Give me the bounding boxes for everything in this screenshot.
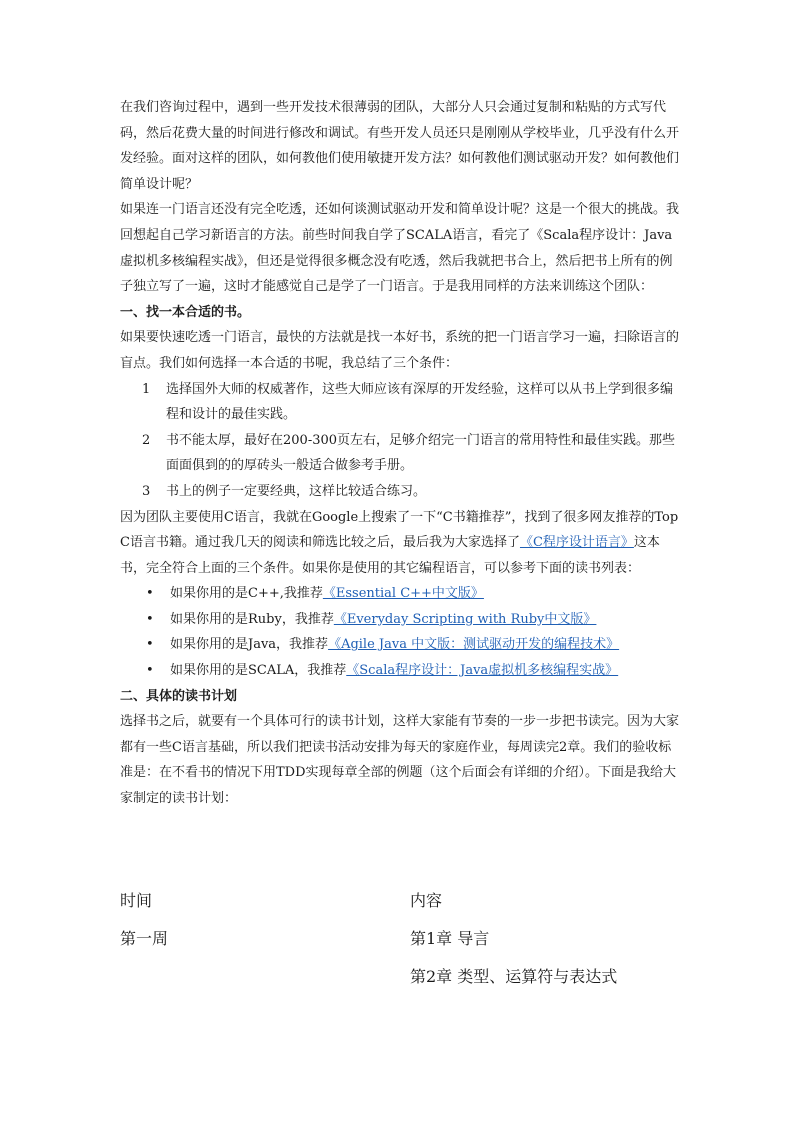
bullet-icon: • bbox=[146, 611, 154, 627]
schedule-content: 第2章 类型、运算符与表达式 bbox=[410, 967, 618, 986]
intro-paragraph-2: 如果连一门语言还没有完全吃透，还如何谈测试驱动开发和简单设计呢？这是一个很大的挑战。我回想起自己学习新语言的方法。前些时间我自学了SCALA语言，看完了《Scala程序设计：Java虚拟机多核编程实战》，但还是觉得很多概念没有吃透，然后我就把书合上，然后把书上所有的例子独立写了一遍，这时才能感觉自己是学了一门语言。于是我用同样的方法来训练这个团队： bbox=[120, 202, 680, 295]
condition-number: 1 bbox=[142, 381, 151, 397]
schedule-row bbox=[120, 962, 680, 1000]
condition-text: 书不能太厚，最好在200-300页左右，足够介绍完一门语言的常用特性和最佳实践。那些面面俱到的的厚砖头一般适合做参考手册。 bbox=[166, 432, 676, 474]
bullet-icon: • bbox=[146, 637, 154, 653]
book-prefix: 如果你用的是C++,我推荐 bbox=[170, 586, 323, 602]
book-prefix: 如果你用的是Ruby，我推荐 bbox=[170, 611, 334, 627]
paragraph-text: 因为团队主要使用C语言，我就在Google上搜索了一下“C书籍推荐”，找到了很多网友推荐的Top C语言书籍。通过我几天的阅读和筛选比较之后，最后我为大家选择了 bbox=[120, 509, 679, 551]
schedule-row bbox=[120, 924, 680, 962]
book-list-item bbox=[120, 581, 680, 607]
book-link[interactable]: 《Everyday Scripting with Ruby中文版》 bbox=[333, 611, 597, 627]
section-heading-2: 二、具体的读书计划 bbox=[120, 688, 238, 704]
bullet-icon: • bbox=[146, 586, 154, 602]
book-list-item bbox=[120, 607, 680, 633]
paragraph-text: 这本书，完全符合上面的三个条件。如果你是使用的其它编程语言，可以参考下面的读书列表： bbox=[120, 535, 660, 576]
book-prefix: 如果你用的是SCALA，我推荐 bbox=[170, 663, 347, 679]
reading-schedule-table bbox=[120, 886, 680, 1000]
schedule-header-time: 时间 bbox=[120, 891, 153, 910]
condition-item bbox=[120, 377, 680, 428]
section1-paragraph-1: 如果要快速吃透一门语言，最快的方法就是找一本好书，系统的把一门语言学习一遍，扫除语言的盲点。我们如何选择一本合适的书呢，我总结了三个条件： bbox=[120, 330, 680, 371]
condition-text: 选择国外大师的权威著作，这些大师应该有深厚的开发经验，这样可以从书上学到很多编程和设计的最佳实践。 bbox=[166, 381, 674, 423]
book-link[interactable]: 《Essential C++中文版》 bbox=[322, 586, 484, 602]
condition-text: 书上的例子一定要经典，这样比较适合练习。 bbox=[166, 483, 427, 499]
condition-item bbox=[120, 428, 680, 479]
c-book-link[interactable]: 《C程序设计语言》 bbox=[519, 535, 634, 551]
book-list-item bbox=[120, 632, 680, 658]
schedule-header-content: 内容 bbox=[410, 891, 443, 910]
condition-item bbox=[120, 479, 680, 505]
bullet-icon: • bbox=[146, 663, 154, 679]
book-list-item bbox=[120, 658, 680, 684]
condition-number: 3 bbox=[142, 483, 151, 499]
book-prefix: 如果你用的是Java，我推荐 bbox=[170, 637, 329, 653]
schedule-time: 第一周 bbox=[120, 929, 169, 948]
schedule-time bbox=[120, 962, 410, 1000]
section-heading-1: 一、找一本合适的书。 bbox=[120, 304, 251, 320]
document-body bbox=[120, 95, 680, 812]
section1-paragraph-2 bbox=[120, 505, 680, 582]
intro-paragraph-1: 在我们咨询过程中，遇到一些开发技术很薄弱的团队，大部分人只会通过复制和粘贴的方式写代码，然后花费大量的时间进行修改和调试。有些开发人员还只是刚刚从学校毕业，几乎没有什么开发经验。面对这样的团队，如何教他们使用敏捷开发方法？如何教他们测试驱动开发？如何教他们简单设计呢？ bbox=[120, 100, 680, 192]
book-link[interactable]: 《Agile Java 中文版：测试驱动开发的编程技术》 bbox=[328, 637, 620, 653]
schedule-content: 第1章 导言 bbox=[410, 929, 490, 948]
condition-number: 2 bbox=[142, 432, 151, 448]
book-link[interactable]: 《Scala程序设计：Java虚拟机多核编程实战》 bbox=[346, 663, 619, 679]
schedule-header-row bbox=[120, 886, 680, 924]
section2-paragraph-1: 选择书之后，就要有一个具体可行的读书计划，这样大家能有节奏的一步一步把书读完。因为大家都有一些C语言基础，所以我们把读书活动安排为每天的家庭作业，每周读完2章。我们的验收标准是：在不看书的情况下用TDD实现每章全部的例题（这个后面会有详细的介绍）。下面是我给大家制定的读书计划： bbox=[120, 714, 680, 807]
